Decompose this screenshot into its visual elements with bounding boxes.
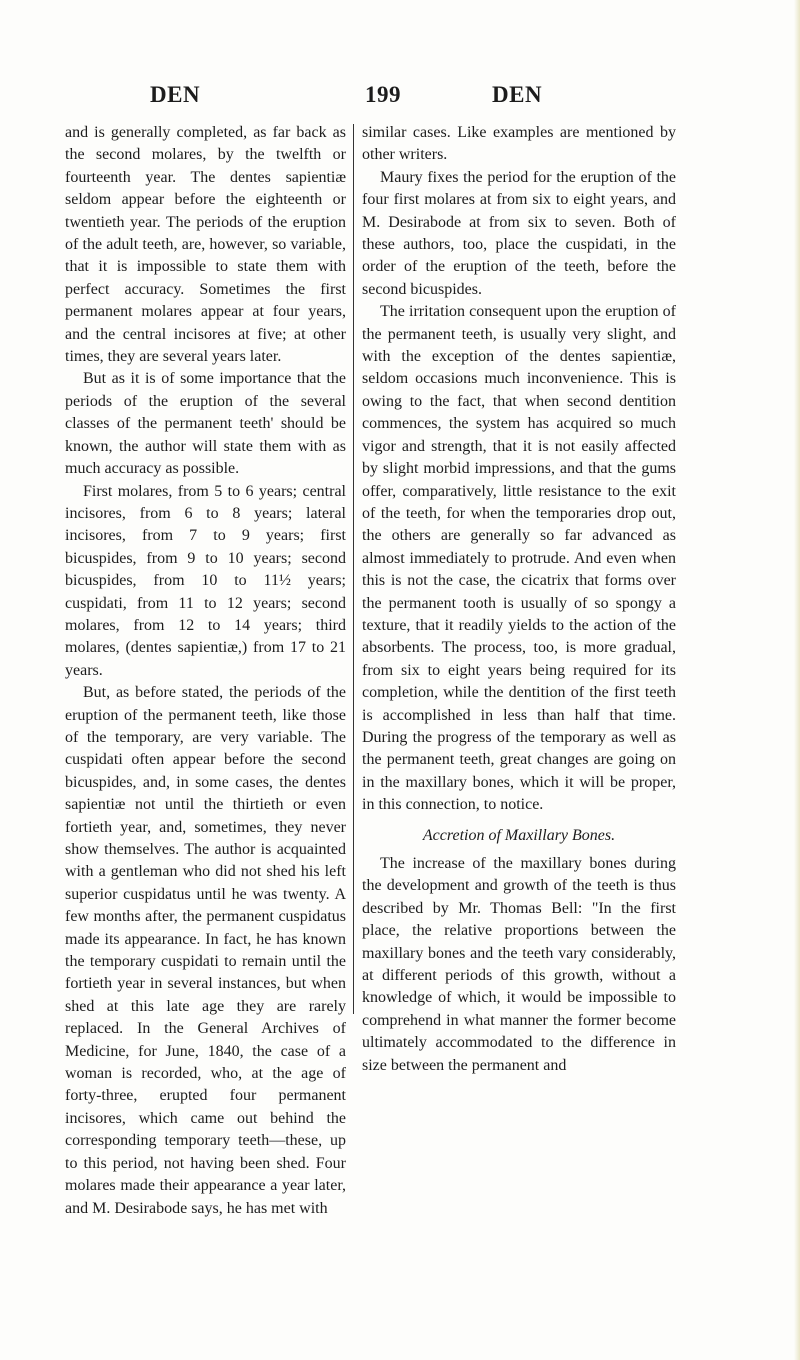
paragraph: But as it is of some importance that the periods of the eruption of the several classes of the permanent teeth' should be known, the author will state them with as much accuracy as possible. bbox=[65, 370, 346, 478]
paragraph: Maury fixes the period for the eruption of the four first molares at from six to eight years, and M. Desirabode at from six to seven. Both of these authors, too, place the cuspidati, in the order of the eruption of the teeth, before the second bicuspides. bbox=[362, 168, 676, 298]
header-left-word: DEN bbox=[150, 82, 201, 107]
column-divider bbox=[353, 124, 354, 1014]
page-number: 199 bbox=[365, 82, 401, 107]
paragraph: But, as before stated, the periods of the eruption of the permanent teeth, like those of the temporary, are very variable. The cuspidati often appear before the second bicuspides, and, in some cases, the dentes sapientiæ not until the thirtieth or even fortieth year, and, sometimes, they never show themselves. The author is acquainted with a gentleman who did not shed his left superior cuspidatus until he was twenty. A few months after, the permanent cuspidatus made its appearance. In fact, he has known the temporary cuspidati to remain until the fortieth year in several instances, but when shed at this late age they are rarely replaced. In the General Archives of Medicine, for June, 1840, the case of a woman is recorded, who, at the age of forty-three, erupted four permanent incisores, which came out behind the corresponding temporary teeth—these, up to this period, not having been shed. Four molares made their appearance a year later, and M. Desirabode says, he has met with bbox=[65, 684, 346, 1217]
left-column bbox=[65, 122, 346, 1220]
paragraph: The increase of the maxillary bones during the development and growth of the teeth is thus described by Mr. Thomas Bell: "In the first place, the relative proportions between the maxillary bones and the teeth vary considerably, at different periods of this growth, without a knowledge of which, it would be impossible to comprehend in what manner the former become ultimately accommodated to the difference in size between the permanent and bbox=[362, 855, 676, 1074]
section-heading: Accretion of Maxillary Bones. bbox=[422, 826, 616, 844]
paragraph: similar cases. Like examples are mentioned by other writers. bbox=[362, 124, 676, 164]
running-header bbox=[0, 82, 800, 112]
paragraph: The irritation consequent upon the eruption of the permanent teeth, is usually very slight, and with the exception of the dentes sapientiæ, seldom occasions much inconvenience. This is owing to the fact, that when second dentition commences, the system has acquired so much vigor and strength, that it is not easily affected by slight morbid impressions, and that the gums offer, comparatively, little resistance to the exit of the teeth, for when the temporaries drop out, the others are generally so far advanced as almost immediately to protrude. And even when this is not the case, the cicatrix that forms over the permanent tooth is usually of so spongy a texture, that it readily yields to the action of the absorbents. The process, too, is more gradual, from six to eight years being required for its completion, while the dentition of the first teeth is accomplished in less than half that time. During the progress of the temporary as well as the permanent teeth, great changes are going on in the maxillary bones, which it will be proper, in this connection, to notice. bbox=[362, 303, 676, 814]
paragraph: First molares, from 5 to 6 years; central incisores, from 6 to 8 years; lateral incisores, from 7 to 9 years; first bicuspides, from 9 to 10 years; second bicuspides, from 10 to 11½ years; cuspidati, from 11 to 12 years; second molares, from 12 to 14 years; third molares, (dentes sapientiæ,) from 17 to 21 years. bbox=[65, 482, 346, 679]
page-edge bbox=[794, 0, 800, 1360]
right-column bbox=[362, 122, 676, 1077]
header-right-word: DEN bbox=[492, 82, 543, 107]
paragraph: and is generally completed, as far back as the second molares, by the twelfth or fourteenth year. The dentes sapientiæ seldom appear before the eighteenth or twentieth year. The periods of the eruption of the adult teeth, are, however, so variable, that it is impossible to state them with perfect accuracy. Sometimes the first permanent molares appear at four years, and the central incisores at five; at other times, they are several years later. bbox=[65, 124, 346, 366]
